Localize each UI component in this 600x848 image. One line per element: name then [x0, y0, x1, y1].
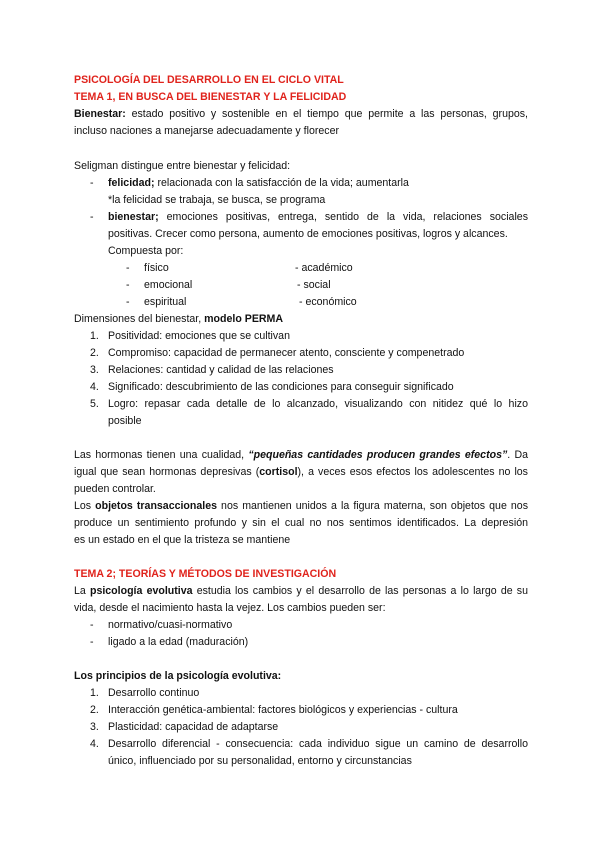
bullet-dash: - — [90, 177, 94, 189]
component-right-3: - económico — [299, 296, 357, 308]
bienestar-definition — [74, 108, 528, 121]
bienestar-item-desc-1: emociones positivas, entrega, sentido de la vida, relaciones sociales — [158, 211, 528, 223]
bienestar-term: Bienestar: — [74, 108, 126, 120]
perma-intro — [74, 313, 283, 326]
perma-item-5: Logro: repasar cada detalle de lo alcanzado, visualizando con nitidez qué lo hizo — [108, 398, 528, 410]
list-number: 5. — [90, 398, 99, 410]
component-right-1: - académico — [295, 262, 353, 274]
bullet-dash: - — [90, 636, 94, 648]
list-number: 4. — [90, 381, 99, 393]
principios-heading: Los principios de la psicología evolutiva: — [74, 670, 282, 682]
hormonas-para-2 — [74, 466, 528, 479]
psicologia-para-2: vida, desde el nacimiento hasta la vejez. Los cambios pueden ser: — [74, 602, 386, 614]
principio-item-4: Desarrollo diferencial - consecuencia: cada individuo sigue un camino de desarrollo — [108, 738, 528, 750]
list-number: 3. — [90, 364, 99, 376]
principio-item-4-cont: único, influenciado por su personalidad, entorno y circunstancias — [108, 755, 412, 767]
bienestar-item — [108, 211, 528, 224]
perma-item-4: Significado: descubrimiento de las condiciones para conseguir significado — [108, 381, 454, 393]
bullet-dash: - — [90, 619, 94, 631]
principio-item-1: Desarrollo continuo — [108, 687, 200, 699]
cortisol-term: cortisol — [259, 466, 298, 478]
hormonas-para-1 — [74, 449, 528, 462]
felicidad-note: *la felicidad se trabaja, se busca, se programa — [108, 194, 326, 206]
cambio-item-2: ligado a la edad (maduración) — [108, 636, 249, 648]
tema1-heading: TEMA 1, EN BUSCA DEL BIENESTAR Y LA FELICIDAD — [74, 91, 347, 103]
compuesta-label: Compuesta por: — [108, 245, 184, 257]
hormonas-quote: “pequeñas cantidades producen grandes efectos” — [248, 449, 508, 461]
bullet-dash: - — [126, 262, 130, 274]
perma-item-5-cont: posible — [108, 415, 142, 427]
list-number: 1. — [90, 330, 99, 342]
bienestar-item-term: bienestar; — [108, 211, 159, 223]
felicidad-term: felicidad; — [108, 177, 155, 189]
psicologia-term: psicología evolutiva — [89, 585, 193, 597]
list-number: 2. — [90, 347, 99, 359]
seligman-intro: Seligman distingue entre bienestar y felicidad: — [74, 160, 291, 172]
bullet-dash: - — [126, 279, 130, 291]
list-number: 3. — [90, 721, 99, 733]
objetos-text-b: nos mantienen unidos a la figura materna, son objetos que nos — [216, 500, 528, 512]
principio-item-3: Plasticidad: capacidad de adaptarse — [108, 721, 279, 733]
hormonas-text-b: . Da — [507, 449, 528, 461]
objetos-text-a: Los — [74, 500, 96, 512]
component-right-2: - social — [297, 279, 331, 291]
objetos-para-2: produce un sentimiento profundo y sin el cual no nos sentimos identificados. La depresión — [74, 517, 528, 529]
objetos-term: objetos transaccionales — [95, 500, 217, 512]
bullet-dash: - — [126, 296, 130, 308]
bienestar-text-1: estado positivo y sostenible en el tiempo que permite a las personas, grupos, — [125, 108, 528, 120]
felicidad-item — [108, 177, 409, 190]
list-number: 2. — [90, 704, 99, 716]
objetos-para-3: es un estado en el que la tristeza se mantiene — [74, 534, 291, 546]
component-left-2: emocional — [144, 279, 193, 291]
psicologia-para-1 — [74, 585, 528, 598]
bullet-dash: - — [90, 211, 94, 223]
hormonas-text-a: Las hormonas tienen una cualidad, — [74, 449, 249, 461]
principio-item-2: Interacción genética-ambiental: factores biológicos y experiencias - cultura — [108, 704, 458, 716]
perma-term: modelo PERMA — [204, 313, 284, 325]
component-left-1: físico — [144, 262, 169, 274]
bienestar-item-desc-2: positivas. Crecer como persona, aumento de emociones positivas, logros y alcances. — [108, 228, 508, 240]
perma-item-1: Positividad: emociones que se cultivan — [108, 330, 290, 342]
psicologia-text-b: estudia los cambios y el desarrollo de las personas a lo largo de su — [192, 585, 528, 597]
list-number: 1. — [90, 687, 99, 699]
cambio-item-1: normativo/cuasi-normativo — [108, 619, 233, 631]
hormonas-line2-b: ), a veces esos efectos los adolescentes no los — [297, 466, 528, 478]
bienestar-text-2: incluso naciones a manejarse adecuadamente y florecer — [74, 125, 339, 137]
felicidad-desc: relacionada con la satisfacción de la vida; aumentarla — [154, 177, 409, 189]
hormonas-line2-a: igual que sean hormonas depresivas ( — [74, 466, 260, 478]
tema2-heading: TEMA 2; TEORÍAS Y MÉTODOS DE INVESTIGACIÓN — [74, 568, 337, 580]
perma-intro-text: Dimensiones del bienestar, — [74, 313, 205, 325]
objetos-para-1 — [74, 500, 528, 513]
component-left-3: espiritual — [144, 296, 187, 308]
perma-item-2: Compromiso: capacidad de permanecer atento, consciente y compenetrado — [108, 347, 465, 359]
hormonas-para-3: pueden controlar. — [74, 483, 156, 495]
list-number: 4. — [90, 738, 99, 750]
course-title: PSICOLOGÍA DEL DESARROLLO EN EL CICLO VITAL — [74, 74, 344, 86]
psicologia-text-a: La — [74, 585, 90, 597]
perma-item-3: Relaciones: cantidad y calidad de las relaciones — [108, 364, 334, 376]
